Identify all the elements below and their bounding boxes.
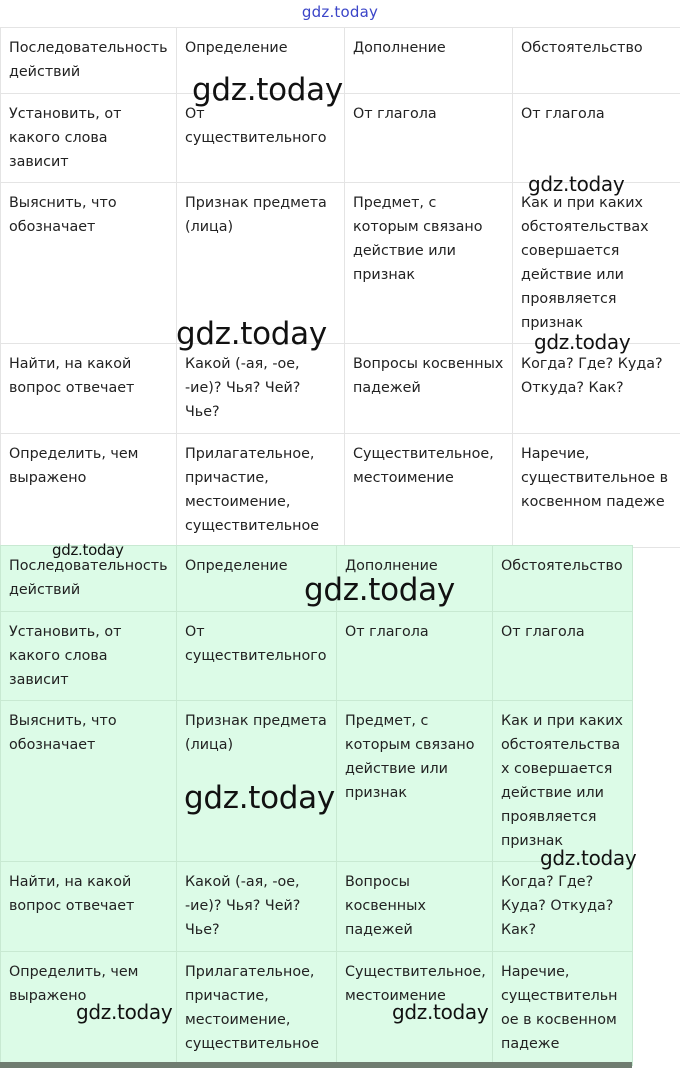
table-cell: От глагола bbox=[345, 94, 513, 183]
watermark: gdz.today bbox=[528, 172, 625, 196]
table-cell: Определить, чем выражено bbox=[1, 434, 177, 548]
parts-of-sentence-table-1 bbox=[0, 27, 680, 548]
watermark: gdz.today bbox=[52, 541, 124, 559]
table-cell: Существительное, местоимение bbox=[345, 434, 513, 548]
table-cell: Наречие, существительное в косвенном падеже bbox=[493, 952, 633, 1066]
table-cell: Выяснить, что обозначает bbox=[1, 701, 177, 862]
table-cell: Определить, чем выражено bbox=[1, 952, 177, 1066]
watermark: gdz.today bbox=[192, 72, 343, 108]
table-cell: Дополнение bbox=[345, 28, 513, 94]
table-cell: Установить, от какого слова зависит bbox=[1, 612, 177, 701]
table-cell: Прилагательное, причастие, местоимение, существительное bbox=[177, 952, 337, 1066]
table-cell: Когда? Где? Куда? Откуда? Как? bbox=[513, 344, 680, 434]
table-row bbox=[1, 183, 680, 344]
table-cell: Как и при каких обстоятельствах совершается действие или проявляется признак bbox=[513, 183, 680, 344]
table-cell: Дополнение bbox=[337, 546, 493, 612]
watermark: gdz.today bbox=[534, 330, 631, 354]
table-cell: От глагола bbox=[337, 612, 493, 701]
watermark: gdz.today bbox=[176, 316, 327, 352]
table-row bbox=[1, 862, 633, 952]
header-row bbox=[1, 546, 633, 612]
table-row bbox=[1, 344, 680, 434]
watermark: gdz.today bbox=[392, 1000, 489, 1024]
table-cell: Установить, от какого слова зависит bbox=[1, 94, 177, 183]
header-row bbox=[1, 28, 680, 94]
table-cell: Найти, на какой вопрос отвечает bbox=[1, 344, 177, 434]
table-1-body bbox=[1, 28, 680, 548]
top-watermark: gdz.today bbox=[301, 3, 379, 21]
table-cell: От глагола bbox=[513, 94, 680, 183]
table-cell: Какой (-ая, -ое, -ие)? Чья? Чей? Чье? bbox=[177, 344, 345, 434]
table-cell: Выяснить, что обозначает bbox=[1, 183, 177, 344]
table-cell: Признак предмета (лица) bbox=[177, 701, 337, 862]
table-row bbox=[1, 434, 680, 548]
table-cell: От существительного bbox=[177, 94, 345, 183]
table-cell: Признак предмета (лица) bbox=[177, 183, 345, 344]
table-cell: Какой (-ая, -ое, -ие)? Чья? Чей? Чье? bbox=[177, 862, 337, 952]
table-cell: От существительного bbox=[177, 612, 337, 701]
table-cell: Существительное, местоимение bbox=[337, 952, 493, 1066]
parts-of-sentence-table-2 bbox=[0, 545, 633, 1066]
table-cell: Предмет, с которым связано действие или признак bbox=[337, 701, 493, 862]
table-cell: Наречие, существительное в косвенном падеже bbox=[513, 434, 680, 548]
watermark: gdz.today bbox=[540, 846, 637, 870]
table-cell: Найти, на какой вопрос отвечает bbox=[1, 862, 177, 952]
table-cell: Определение bbox=[177, 546, 337, 612]
table-cell: Определение bbox=[177, 28, 345, 94]
table-cell: Когда? Где? Куда? Откуда? Как? bbox=[493, 862, 633, 952]
table-cell: От глагола bbox=[493, 612, 633, 701]
table-cell: Как и при каких обстоятельствах совершается действие или проявляется признак bbox=[493, 701, 633, 862]
table-cell: Вопросы косвенных падежей bbox=[337, 862, 493, 952]
watermark: gdz.today bbox=[76, 1000, 173, 1024]
bottom-bar bbox=[0, 1062, 632, 1068]
table-row bbox=[1, 701, 633, 862]
table-cell: Предмет, с которым связано действие или признак bbox=[345, 183, 513, 344]
table-cell: Обстоятельство bbox=[513, 28, 680, 94]
watermark: gdz.today bbox=[184, 780, 335, 816]
watermark: gdz.today bbox=[304, 572, 455, 608]
table-row bbox=[1, 94, 680, 183]
table-cell: Вопросы косвенных падежей bbox=[345, 344, 513, 434]
table-cell: Последовательность действий bbox=[1, 546, 177, 612]
table-cell: Прилагательное, причастие, местоимение, существительное bbox=[177, 434, 345, 548]
table-row bbox=[1, 952, 633, 1066]
table-row bbox=[1, 612, 633, 701]
table-cell: Обстоятельство bbox=[493, 546, 633, 612]
table-2-body bbox=[1, 546, 633, 1066]
table-cell: Последовательность действий bbox=[1, 28, 177, 94]
